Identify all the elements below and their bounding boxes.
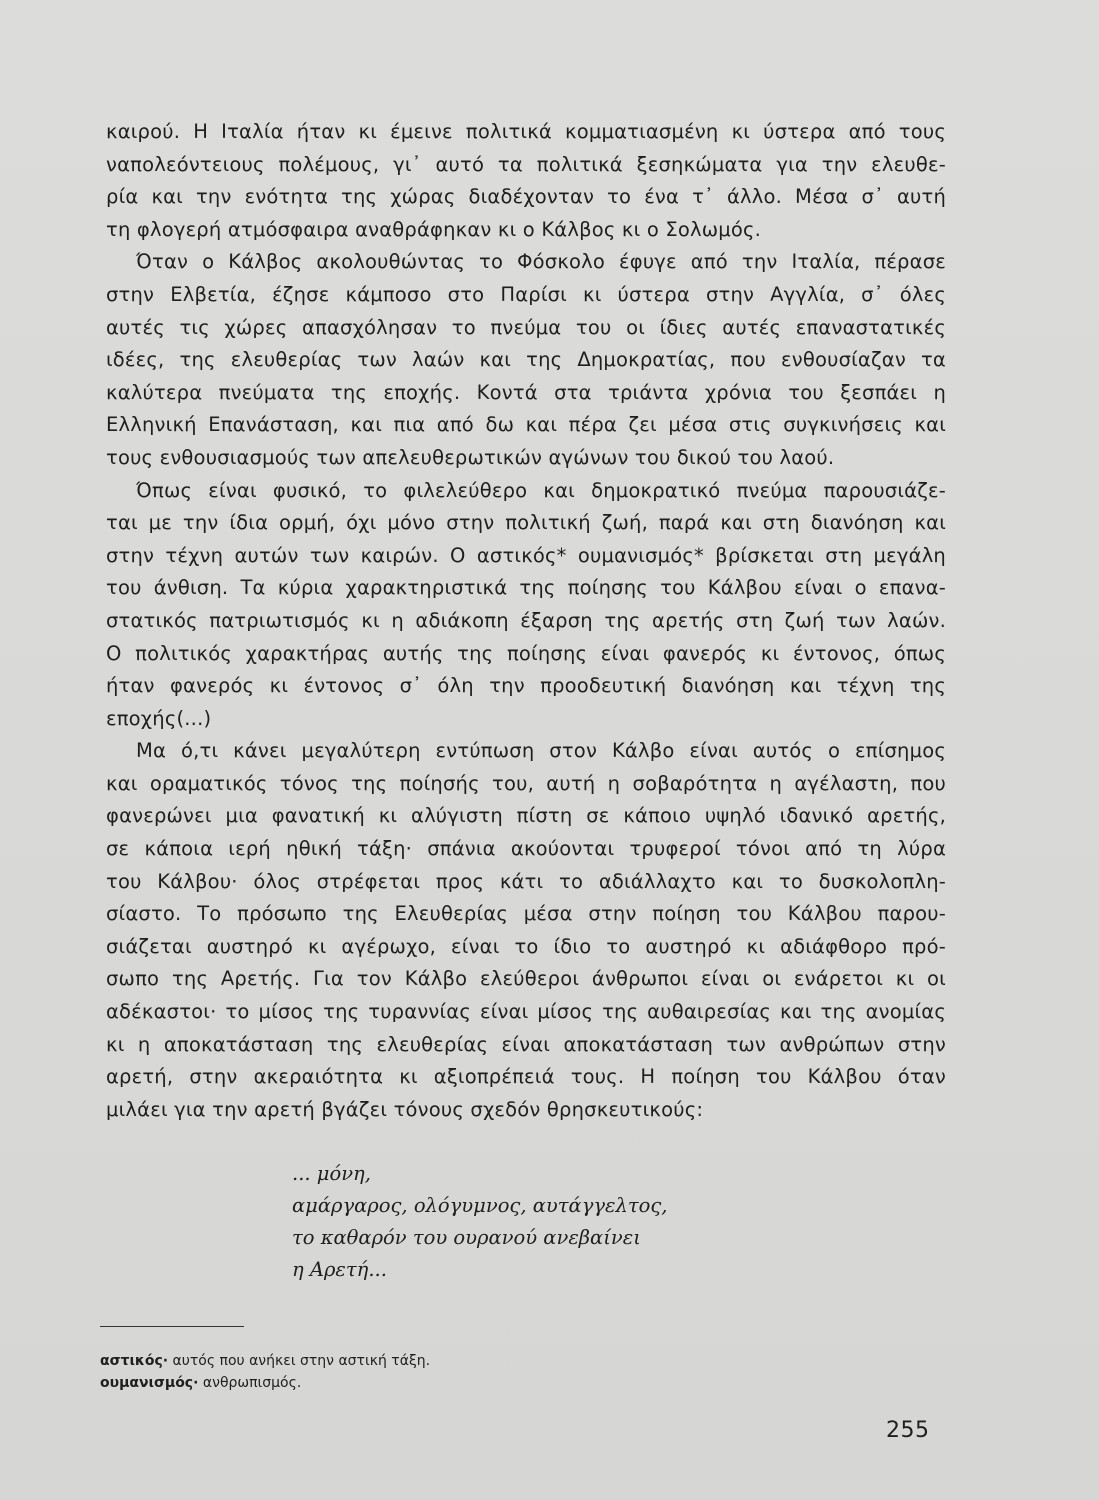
text-line: Ο πολιτικός χαρακτήρας αυτής της ποίησης είναι φανερός κι έντονος, όπως	[106, 641, 946, 665]
paragraph-2	[106, 246, 946, 474]
text-line: κι η αποκατάσταση της ελευθερίας είναι αποκατάσταση των ανθρώπων στην	[106, 1032, 946, 1056]
footnotes	[100, 1350, 430, 1394]
text-line: στατικός πατριωτισμός κι η αδιάκοπη έξαρση της αρετής στη ζωή των λαών.	[106, 608, 946, 632]
verse-line: αμάργαρος, ολόγυμνος, αυτάγγελτος,	[292, 1194, 668, 1217]
text-line: αρετή, στην ακεραιότητα κι αξιοπρέπειά τους. Η ποίηση του Κάλβου όταν	[106, 1065, 946, 1089]
footnote	[100, 1372, 430, 1394]
text-line: καιρού. Η Ιταλία ήταν κι έμεινε πολιτικά κομματιασμένη κι ύστερα από τους	[106, 120, 946, 143]
text-line: σίαστο. Το πρόσωπο της Ελευθερίας μέσα στην ποίηση του Κάλβου παρου-	[106, 902, 946, 926]
footnote-term: ουμανισμός·	[100, 1375, 199, 1391]
text-line: ιδέες, της ελευθερίας των λαών και της Δημοκρατίας, που ενθουσίαζαν τα	[106, 348, 946, 372]
verse-line: το καθαρόν του ουρανού ανεβαίνει	[292, 1226, 641, 1249]
text-line: τη φλογερή ατμόσφαιρα αναθράφηκαν κι ο Κάλβος κι ο Σολωμός.	[106, 217, 762, 241]
page-number: 255	[886, 1418, 930, 1443]
text-line: μιλάει για την αρετή βγάζει τόνους σχεδόν θρησκευτικούς:	[106, 1097, 704, 1121]
footnote	[100, 1350, 430, 1372]
text-line: σε κάποια ιερή ηθική τάξη· σπάνια ακούονται τρυφεροί τόνοι από τη λύρα	[106, 837, 946, 861]
paragraph-3	[106, 475, 946, 736]
text-line: Ελληνική Επανάσταση, και πια από δω και πέρα ζει μέσα στις συγκινήσεις και	[106, 413, 946, 437]
text-line: ήταν φανερός κι έντονος σ᾿ όλη την προοδευτική διανόηση και τέχνη της	[106, 674, 946, 698]
text-line: του Κάλβου· όλος στρέφεται προς κάτι το αδιάλλαχτο και το δυσκολοπλη-	[106, 869, 946, 893]
text-line: φανερώνει μια φανατική κι αλύγιστη πίστη σε κάποιο υψηλό ιδανικό αρετής,	[106, 804, 946, 828]
text-line: ται με την ίδια ορμή, όχι μόνο στην πολιτική ζωή, παρά και στη διανόηση και	[106, 511, 946, 535]
text-line: σιάζεται αυστηρό κι αγέρωχο, είναι το ίδιο το αυστηρό κι αδιάφθορο πρό-	[106, 934, 946, 958]
text-line: τους ενθουσιασμούς των απελευθερωτικών αγώνων του δικού του λαού.	[106, 445, 835, 469]
paragraph-1	[106, 116, 946, 246]
text-line: σωπο της Αρετής. Για τον Κάλβο ελεύθεροι άνθρωποι είναι οι ενάρετοι κι οι	[106, 967, 946, 991]
poem-quote	[292, 1158, 668, 1286]
text-line: στην τέχνη αυτών των καιρών. Ο αστικός* ουμανισμός* βρίσκεται στη μεγάλη	[106, 543, 946, 567]
paragraph-4	[106, 735, 946, 1126]
footnote-term: αστικός·	[100, 1353, 169, 1369]
text-line: στην Ελβετία, έζησε κάμποσο στο Παρίσι κι ύστερα στην Αγγλία, σ᾿ όλες	[106, 282, 946, 306]
text-line: Μα ό,τι κάνει μεγαλύτερη εντύπωση στον Κάλβο είναι αυτός ο επίσημος	[136, 739, 946, 763]
text-line: ρία και την ενότητα της χώρας διαδέχονταν το ένα τ᾿ άλλο. Μέσα σ᾿ αυτή	[106, 185, 946, 209]
text-line: αδέκαστοι· το μίσος της τυραννίας είναι μίσος της αυθαιρεσίας και της ανομίας	[106, 1000, 946, 1024]
text-line: καλύτερα πνεύματα της εποχής. Κοντά στα τριάντα χρόνια του ξεσπάει η	[106, 380, 946, 404]
verse-line: η Αρετή...	[292, 1258, 387, 1281]
footnote-definition: ανθρωπισμός.	[202, 1375, 302, 1391]
text-line: και οραματικός τόνος της ποίησής του, αυτή η σοβαρότητα η αγέλαστη, που	[106, 771, 946, 795]
text-line: αυτές τις χώρες απασχόλησαν το πνεύμα του οι ίδιες αυτές επαναστατικές	[106, 315, 946, 339]
body-text	[106, 116, 946, 1126]
text-line: εποχής(...)	[106, 706, 212, 730]
text-line: Όπως είναι φυσικό, το φιλελεύθερο και δημοκρατικό πνεύμα παρουσιάζε-	[136, 478, 946, 502]
footnote-divider	[100, 1326, 244, 1327]
verse-line: ... μόνη,	[292, 1162, 371, 1185]
text-line: ναπολεόντειους πολέμους, γι᾿ αυτό τα πολιτικά ξεσηκώματα για την ελευθε-	[106, 152, 946, 176]
text-line: του άνθιση. Τα κύρια χαρακτηριστικά της ποίησης του Κάλβου είναι ο επανα-	[106, 576, 946, 600]
footnote-definition: αυτός που ανήκει στην αστική τάξη.	[172, 1353, 431, 1369]
text-line: Όταν ο Κάλβος ακολουθώντας το Φόσκολο έφυγε από την Ιταλία, πέρασε	[136, 250, 946, 274]
